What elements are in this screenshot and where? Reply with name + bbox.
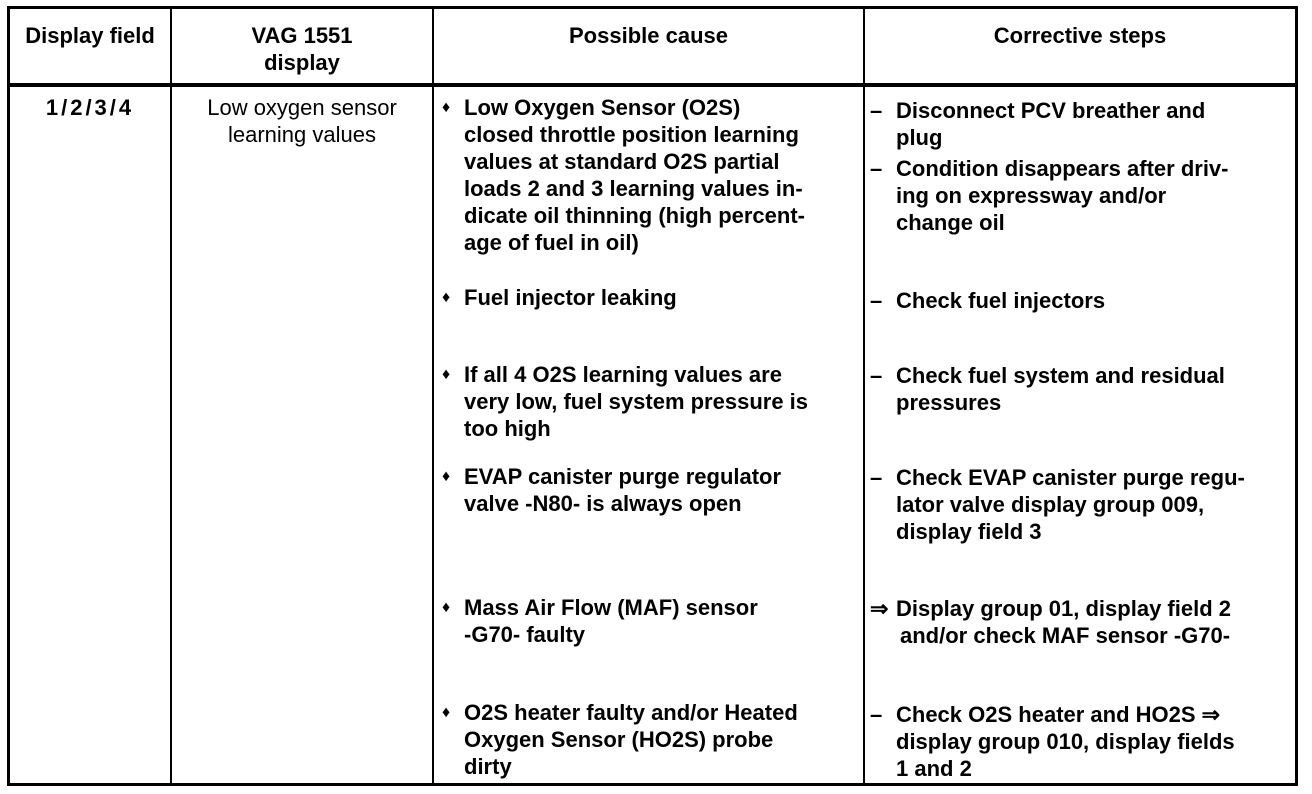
bullet-icon: ♦ (442, 289, 451, 306)
step-line: Check EVAP canister purge regu- (896, 465, 1245, 490)
cause-text (464, 361, 808, 442)
step-line: and/or check MAF sensor -G70- (900, 623, 1231, 648)
cause-text (464, 284, 677, 311)
bullet-icon: ♦ (442, 366, 451, 383)
cause-line: Oxygen Sensor (HO2S) probe (464, 727, 774, 752)
cause-line: dirty (464, 754, 512, 779)
display-field-value: 1/2/3/4 (45, 95, 135, 120)
step-marker: – (870, 98, 883, 123)
vag-display-value (172, 94, 432, 148)
cause-line: closed throttle position learning (464, 122, 799, 147)
cause-line: Fuel injector leaking (464, 285, 677, 310)
step-text (896, 155, 1229, 236)
step-line: Disconnect PCV breather and (896, 98, 1206, 123)
step-line: plug (896, 125, 943, 150)
step-text (896, 97, 1205, 151)
step-line: Check fuel injectors (896, 288, 1106, 313)
step-line: 1 and 2 (896, 756, 972, 781)
vag-display-line2: learning values (228, 122, 376, 147)
cause-text (464, 94, 805, 256)
step-line: pressures (896, 390, 1002, 415)
cause-line: Mass Air Flow (MAF) sensor (464, 595, 758, 620)
header-divider (10, 83, 1295, 87)
step-text (896, 362, 1225, 416)
cause-text (464, 594, 758, 648)
cause-line: EVAP canister purge regulator (464, 464, 782, 489)
step-marker: – (870, 288, 883, 313)
cause-line: If all 4 O2S learning values are (464, 362, 782, 387)
step-line: Display group 01, display field 2 (896, 596, 1231, 621)
bullet-icon: ♦ (442, 99, 451, 116)
cause-line: age of fuel in oil) (464, 230, 639, 255)
cause-line: values at standard O2S partial (464, 149, 780, 174)
step-line: display group 010, display fields (896, 729, 1235, 754)
cause-line: -G70- faulty (464, 622, 586, 647)
header-possible-cause: Possible cause (569, 23, 728, 48)
step-text (896, 464, 1245, 545)
step-line: Condition disappears after driv- (896, 156, 1229, 181)
step-text (896, 595, 1231, 649)
header-vag-display-line2: display (264, 50, 340, 75)
cause-line: too high (464, 416, 551, 441)
step-line: Check fuel system and residual (896, 363, 1225, 388)
diagnostic-table (7, 6, 1298, 786)
step-marker: – (870, 156, 883, 181)
cause-line: O2S heater faulty and/or Heated (464, 700, 798, 725)
step-marker: – (870, 363, 883, 388)
column-divider (863, 9, 865, 783)
cause-text (464, 699, 798, 780)
cause-line: dicate oil thinning (high percent- (464, 203, 805, 228)
step-text (896, 701, 1235, 782)
bullet-icon: ♦ (442, 599, 451, 616)
cause-line: loads 2 and 3 learning values in- (464, 176, 803, 201)
step-line: ing on expressway and/or (896, 183, 1167, 208)
step-line: change oil (896, 210, 1005, 235)
bullet-icon: ♦ (442, 704, 451, 721)
step-line: Check O2S heater and HO2S ⇒ (896, 702, 1221, 727)
step-marker: – (870, 702, 883, 727)
bullet-icon: ♦ (442, 468, 451, 485)
step-text (896, 287, 1105, 314)
cause-line: valve -N80- is always open (464, 491, 742, 516)
arrow-icon: ⇒ (870, 596, 889, 621)
header-corrective-steps: Corrective steps (993, 23, 1167, 48)
vag-display-line1: Low oxygen sensor (207, 95, 397, 120)
step-line: display field 3 (896, 519, 1042, 544)
header-vag-display (172, 22, 432, 76)
header-vag-display-line1: VAG 1551 (251, 23, 353, 48)
header-display-field: Display field (25, 23, 155, 48)
cause-line: Low Oxygen Sensor (O2S) (464, 95, 741, 120)
cause-text (464, 463, 781, 517)
column-divider (432, 9, 434, 783)
step-line: lator valve display group 009, (896, 492, 1205, 517)
step-marker: – (870, 465, 883, 490)
cause-line: very low, fuel system pressure is (464, 389, 809, 414)
